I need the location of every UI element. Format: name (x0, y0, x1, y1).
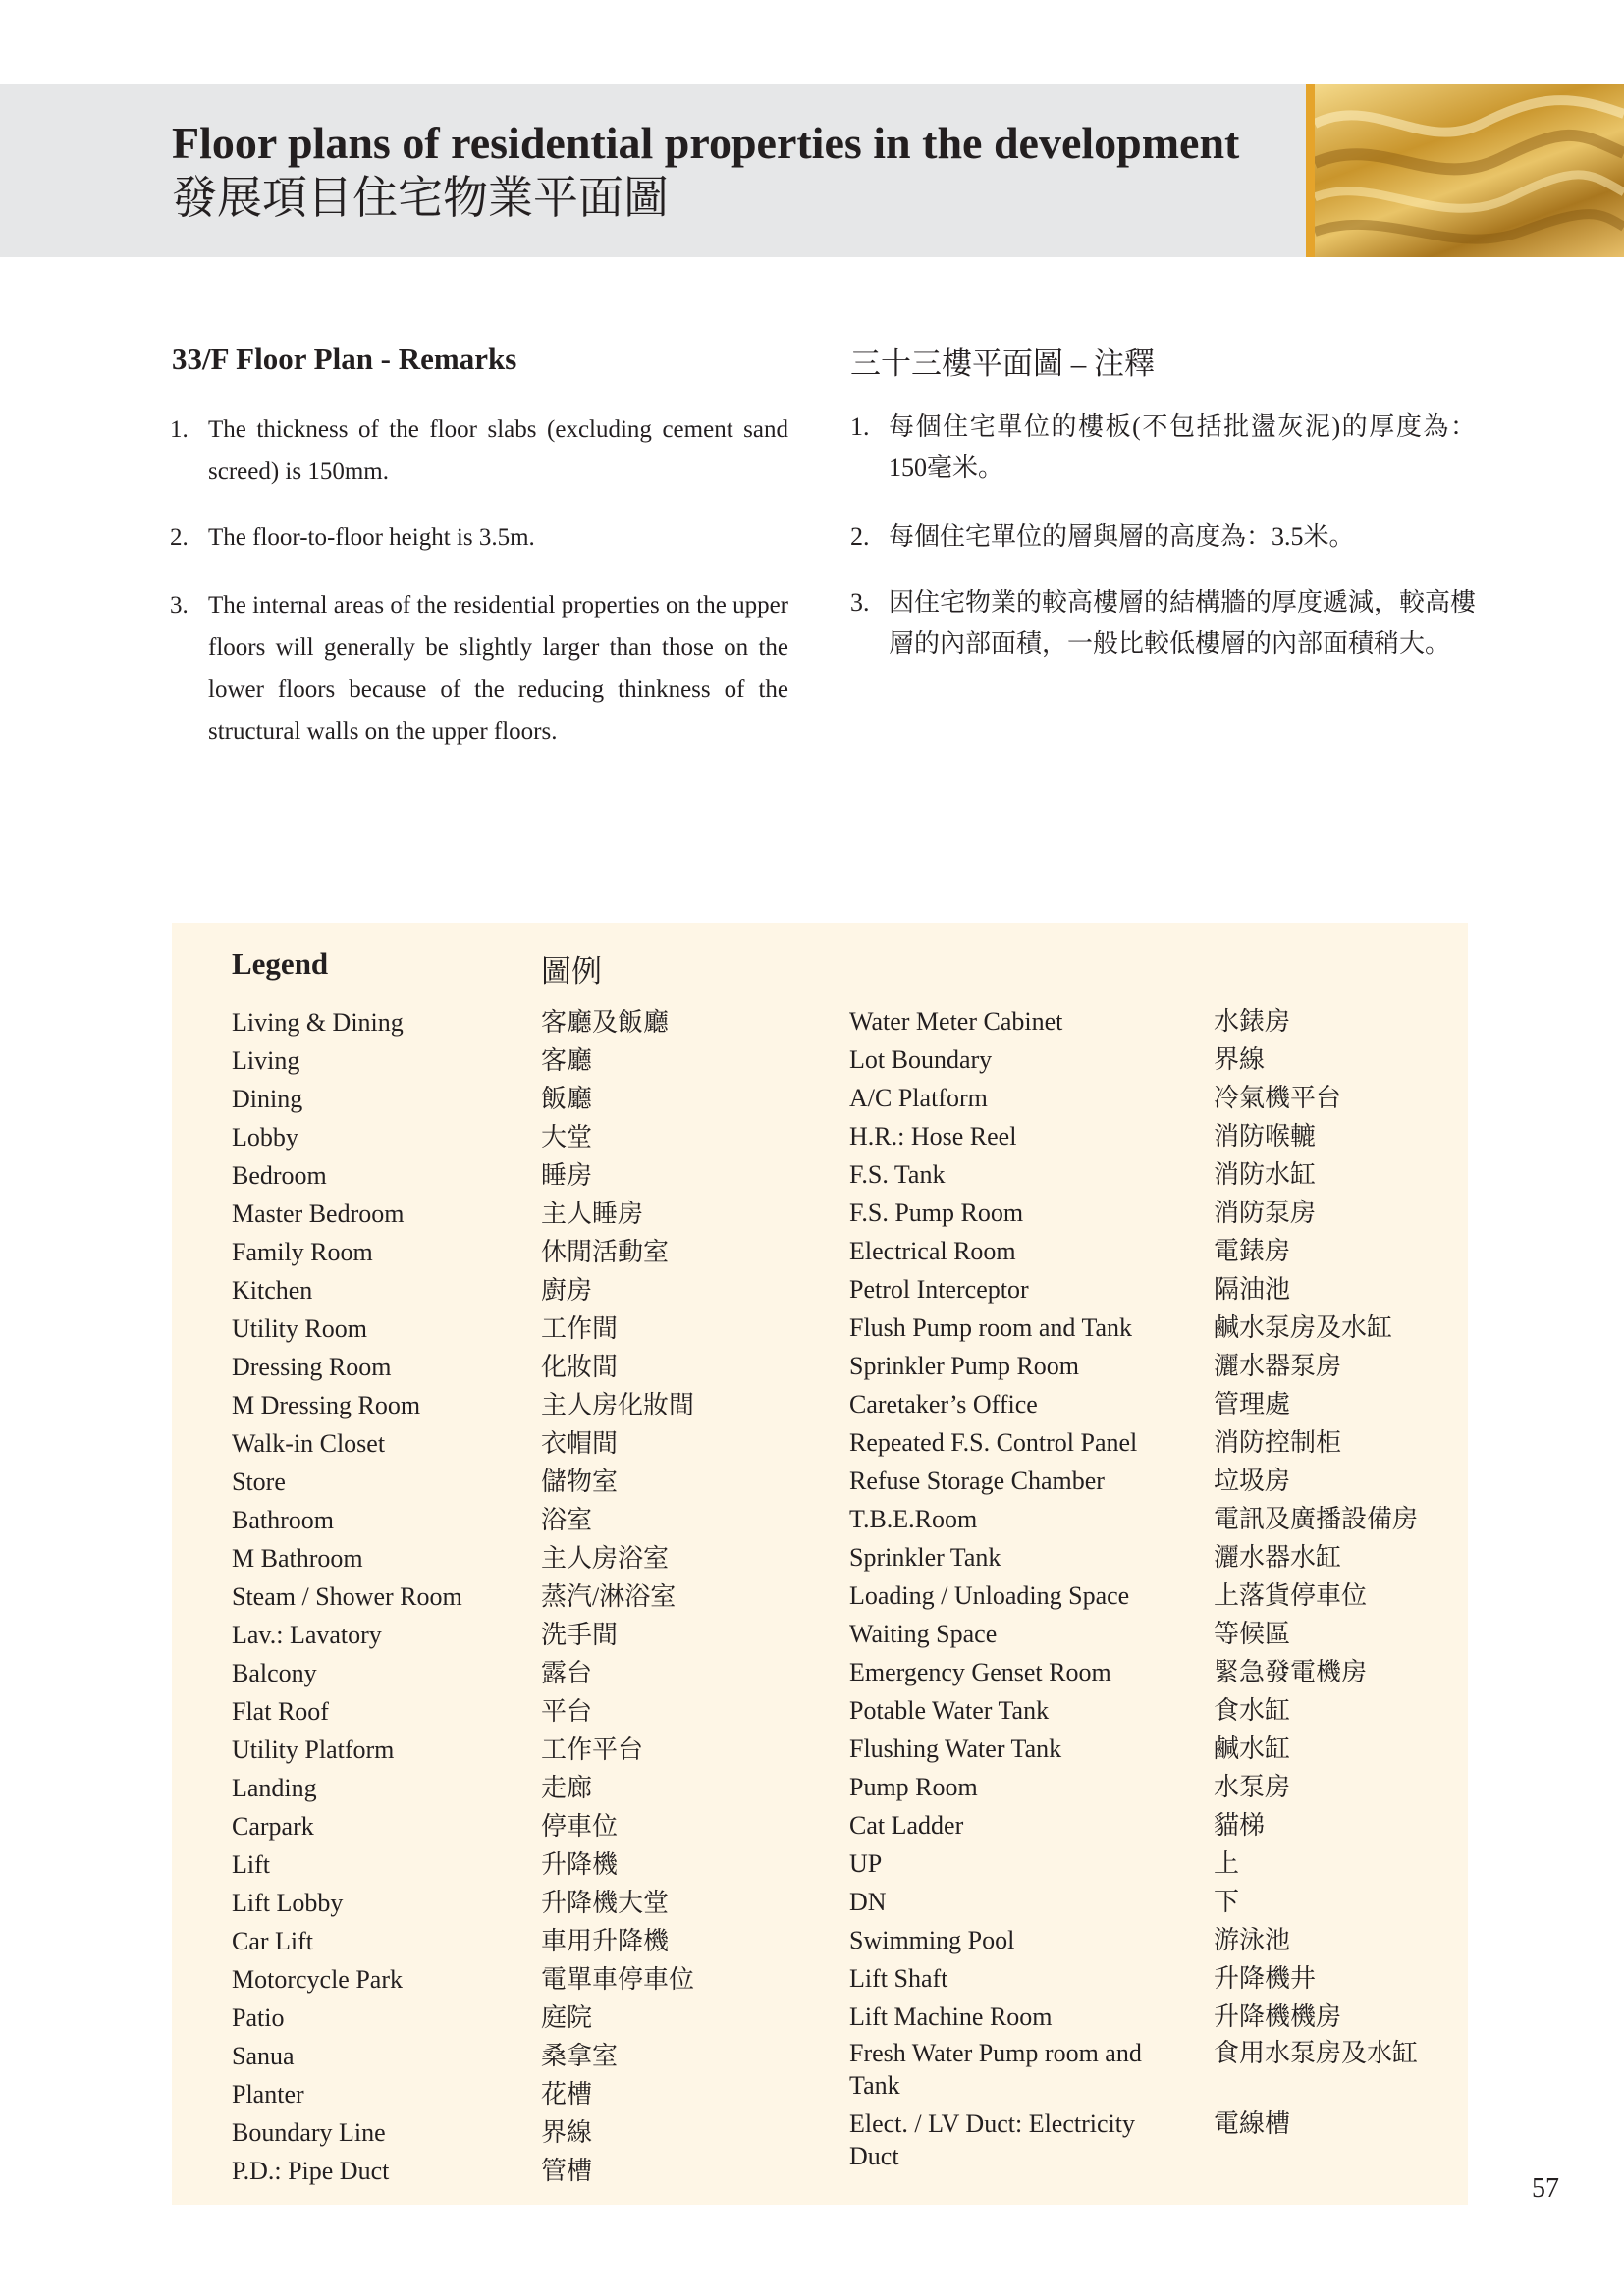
remark-text: 每個住宅單位的樓板(不包括批盪灰泥)的厚度為：150毫米。 (889, 412, 1476, 482)
legend-item: 下 (1214, 1888, 1240, 1916)
gold-wave-pattern (1315, 84, 1624, 257)
legend-item: Swimming Pool (849, 1926, 1015, 1954)
legend-item: Car Lift (232, 1927, 314, 1955)
legend-item: 睡房 (541, 1161, 593, 1190)
remarks-heading-en: 33/F Floor Plan - Remarks (172, 342, 517, 376)
legend-item: 平台 (541, 1697, 593, 1726)
legend-item: Boundary Line (232, 2118, 386, 2147)
legend-item: Utility Room (232, 1314, 367, 1343)
remark-number: 1. (850, 412, 870, 441)
legend-item: H.R.: Hose Reel (849, 1122, 1017, 1150)
remark-text: The floor-to-floor height is 3.5m. (208, 524, 535, 551)
remark-text: 因住宅物業的較高樓層的結構牆的厚度遞減，較高樓層的內部面積，一般比較低樓層的內部面積稍大。 (889, 588, 1477, 658)
remark-zh-2 (850, 516, 1476, 558)
legend-item: Lav.: Lavatory (232, 1621, 382, 1649)
legend-item: UP (849, 1849, 883, 1878)
legend-item: 等候區 (1214, 1620, 1291, 1648)
legend-item: Fresh Water Pump room and Tank (849, 2039, 1142, 2100)
legend-item: Caretaker’s Office (849, 1390, 1038, 1418)
legend-item: 飯廳 (541, 1085, 593, 1113)
remark-number: 3. (170, 592, 189, 618)
legend-item: Sprinkler Tank (849, 1543, 1001, 1572)
remarks-heading-zh: 三十三樓平面圖 – 注釋 (850, 347, 1155, 381)
legend-item: 走廊 (541, 1774, 593, 1802)
legend-item: 消防喉轆 (1214, 1122, 1317, 1150)
legend-column-right-en (849, 1003, 1183, 2178)
legend-item: Elect. / LV Duct: Electricity Duct (849, 2109, 1135, 2170)
legend-item: Flushing Water Tank (849, 1735, 1062, 1763)
remark-text: 每個住宅單位的層與層的高度為：3.5米。 (889, 522, 1355, 551)
remark-zh-1 (850, 406, 1476, 489)
legend-item: 鹹水缸 (1214, 1735, 1291, 1763)
legend-item: 上 (1214, 1849, 1240, 1878)
legend-heading-en: Legend (232, 946, 329, 981)
legend-heading-zh: 圖例 (541, 954, 602, 988)
legend-item: 水錶房 (1214, 1007, 1291, 1036)
legend-item: 電線槽 (1214, 2109, 1291, 2138)
legend-item: Waiting Space (849, 1620, 998, 1648)
remark-en-1 (170, 408, 788, 493)
legend-item: 升降機 (541, 1850, 619, 1879)
legend-item: Potable Water Tank (849, 1696, 1050, 1725)
legend-item: Bathroom (232, 1506, 334, 1534)
legend-item: Loading / Unloading Space (849, 1581, 1130, 1610)
legend-item: 洗手間 (541, 1621, 619, 1649)
legend-item: 界線 (541, 2118, 593, 2147)
legend-item: Patio (232, 2003, 285, 2032)
legend-item: Living (232, 1046, 300, 1075)
remark-text: The thickness of the floor slabs (excluding cement sand screed) is 150mm. (208, 416, 788, 485)
legend-item: F.S. Tank (849, 1160, 946, 1189)
legend-item: 垃圾房 (1214, 1467, 1291, 1495)
legend-item: M Bathroom (232, 1544, 363, 1573)
legend-item: Water Meter Cabinet (849, 1007, 1063, 1036)
legend-item: 休閒活動室 (541, 1238, 670, 1266)
remark-number: 2. (850, 522, 870, 551)
legend-item: 升降機機房 (1214, 2002, 1342, 2031)
legend-item: 衣帽間 (541, 1429, 619, 1458)
page-title: Floor plans of residential properties in the development (172, 118, 1240, 168)
legend-item: Motorcycle Park (232, 1965, 404, 1994)
legend-item: 露台 (541, 1659, 593, 1687)
legend-column-left-en (232, 1003, 462, 2190)
legend-item: Sprinkler Pump Room (849, 1352, 1080, 1380)
legend-item: 電單車停車位 (541, 1965, 695, 1994)
legend-item: 工作間 (541, 1314, 619, 1343)
remark-en-2 (170, 516, 788, 559)
legend-item: Cat Ladder (849, 1811, 964, 1840)
legend-item: 緊急發電機房 (1214, 1658, 1368, 1686)
legend-item: Flush Pump room and Tank (849, 1313, 1133, 1342)
legend-item: 廚房 (541, 1276, 593, 1305)
legend-item: Landing (232, 1774, 317, 1802)
legend-item: A/C Platform (849, 1084, 988, 1112)
legend-item: DN (849, 1888, 887, 1916)
legend-item: 主人房化妝間 (541, 1391, 695, 1419)
legend-item: Balcony (232, 1659, 317, 1687)
legend-item: 游泳池 (1214, 1926, 1291, 1954)
legend-item: 管理處 (1214, 1390, 1291, 1418)
legend-item: 食水缸 (1214, 1696, 1291, 1725)
legend-item: Utility Platform (232, 1735, 395, 1764)
legend-item: Store (232, 1468, 286, 1496)
legend-item: 蒸汽/淋浴室 (541, 1582, 677, 1611)
legend-item: Petrol Interceptor (849, 1275, 1029, 1304)
legend-item: 工作平台 (541, 1735, 644, 1764)
legend-item: Planter (232, 2080, 304, 2109)
legend-item: 電訊及廣播設備房 (1214, 1505, 1419, 1533)
legend-item: 化妝間 (541, 1353, 619, 1381)
legend-item: 儲物室 (541, 1468, 619, 1496)
legend-column-left-zh (541, 1003, 694, 2190)
legend-item: 鹹水泵房及水缸 (1214, 1313, 1393, 1342)
legend-item: P.D.: Pipe Duct (232, 2157, 390, 2185)
legend-item: 食用水泵房及水缸 (1214, 2039, 1419, 2067)
legend-item: Lot Boundary (849, 1045, 993, 1074)
legend-item: T.B.E.Room (849, 1505, 978, 1533)
legend-item: Steam / Shower Room (232, 1582, 462, 1611)
legend-item: F.S. Pump Room (849, 1199, 1024, 1227)
legend-item: Refuse Storage Chamber (849, 1467, 1105, 1495)
legend-item: Dressing Room (232, 1353, 392, 1381)
legend-item: Bedroom (232, 1161, 327, 1190)
legend-item: 庭院 (541, 2003, 593, 2032)
legend-item: Repeated F.S. Control Panel (849, 1428, 1138, 1457)
legend-item: Lift Lobby (232, 1889, 344, 1917)
legend-item: 桑拿室 (541, 2042, 619, 2070)
legend-item: 冷氣機平台 (1214, 1084, 1342, 1112)
remark-text: The internal areas of the residential properties on the upper floors will generally be slightly larger than those on the lower floors because of the reducing thinkness of the structural walls on the upper floors. (208, 592, 788, 745)
legend-item: 主人房浴室 (541, 1544, 670, 1573)
legend-item: 客廳 (541, 1046, 593, 1075)
remark-number: 2. (170, 524, 189, 551)
legend-item: Dining (232, 1085, 303, 1113)
remark-zh-3 (850, 582, 1476, 665)
legend-item: 消防泵房 (1214, 1199, 1317, 1227)
page-subtitle: 發展項目住宅物業平面圖 (172, 173, 669, 223)
legend-item: 升降機井 (1214, 1964, 1317, 1993)
legend-item: Lift Machine Room (849, 2002, 1053, 2031)
legend-item: 花槽 (541, 2080, 593, 2109)
legend-item: Emergency Genset Room (849, 1658, 1111, 1686)
legend-item: Kitchen (232, 1276, 313, 1305)
legend-item: 上落貨停車位 (1214, 1581, 1368, 1610)
legend-item: 貓梯 (1214, 1811, 1266, 1840)
page-number: 57 (1532, 2173, 1559, 2204)
legend-item: Lift (232, 1850, 270, 1879)
legend-item: 主人睡房 (541, 1200, 644, 1228)
legend-item: Electrical Room (849, 1237, 1016, 1265)
legend-item: 消防水缸 (1214, 1160, 1317, 1189)
legend-item: 浴室 (541, 1506, 593, 1534)
legend-item: Walk-in Closet (232, 1429, 386, 1458)
decorative-gold-image (1306, 84, 1624, 257)
legend-item: 灑水器泵房 (1214, 1352, 1342, 1380)
legend-item: 隔油池 (1214, 1275, 1291, 1304)
legend-item: 升降機大堂 (541, 1889, 670, 1917)
legend-item: Carpark (232, 1812, 314, 1841)
legend-item: Lift Shaft (849, 1964, 948, 1993)
legend-item: Living & Dining (232, 1008, 404, 1037)
legend-item: Pump Room (849, 1773, 978, 1801)
legend-item: 管槽 (541, 2157, 593, 2185)
remark-number: 1. (170, 416, 189, 443)
legend-item: 停車位 (541, 1812, 619, 1841)
legend-item: 大堂 (541, 1123, 593, 1151)
legend-item: 水泵房 (1214, 1773, 1291, 1801)
remark-en-3 (170, 584, 788, 753)
legend-item: 灑水器水缸 (1214, 1543, 1342, 1572)
legend-item: Family Room (232, 1238, 373, 1266)
legend-item: 電錶房 (1214, 1237, 1291, 1265)
legend-item: 消防控制柜 (1214, 1428, 1342, 1457)
legend-item: Lobby (232, 1123, 298, 1151)
legend-item: 界線 (1214, 1045, 1266, 1074)
legend-item: Master Bedroom (232, 1200, 405, 1228)
legend-column-right-zh (1214, 1003, 1418, 2178)
legend-item: 車用升降機 (541, 1927, 670, 1955)
legend-item: Sanua (232, 2042, 295, 2070)
legend-item: 客廳及飯廳 (541, 1008, 670, 1037)
remark-number: 3. (850, 588, 870, 616)
legend-item: M Dressing Room (232, 1391, 421, 1419)
legend-item: Flat Roof (232, 1697, 329, 1726)
